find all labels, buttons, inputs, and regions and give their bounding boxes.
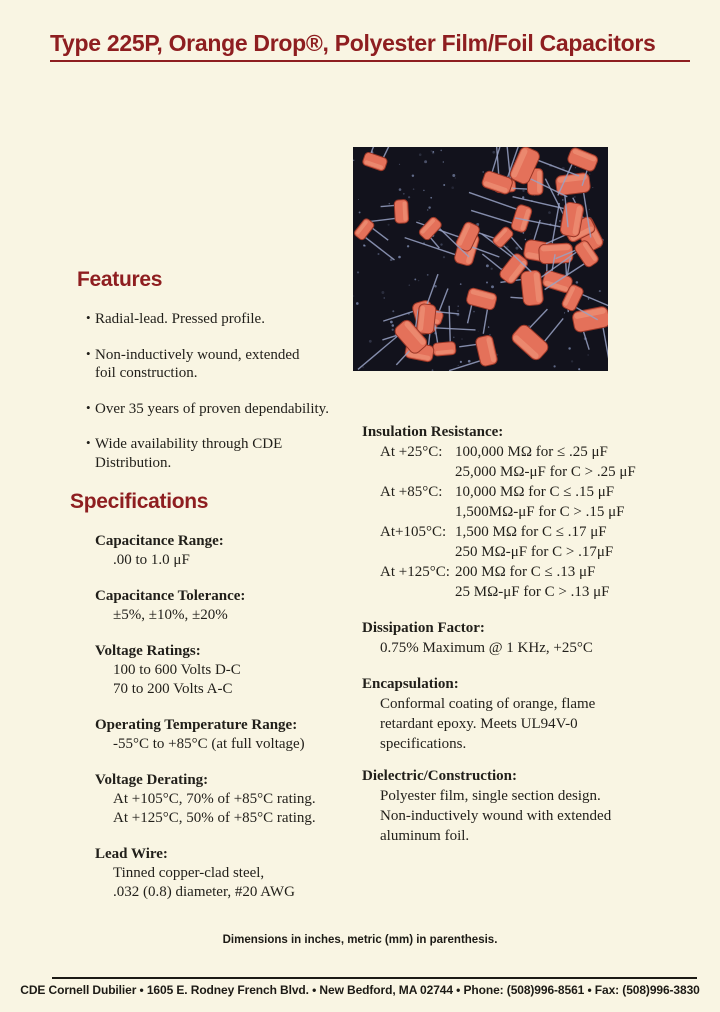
title-underline: [50, 60, 690, 62]
spec-value: At +125°C, 50% of +85°C rating.: [113, 810, 316, 826]
encapsulation-line: Conformal coating of orange, flame: [380, 696, 596, 712]
bullet-icon: •: [86, 310, 91, 325]
spec-item: [70, 532, 360, 570]
insulation-resistance-section: [362, 422, 692, 602]
insulation-row: [362, 522, 692, 562]
insulation-value: 25 MΩ-μF for C > .13 μF: [455, 584, 610, 600]
spec-label: Capacitance Range:: [95, 533, 224, 549]
spec-label: Voltage Ratings:: [95, 643, 201, 659]
feature-line: Distribution.: [95, 454, 172, 471]
feature-line: foil construction.: [95, 365, 198, 381]
feature-line: Wide availability through CDE: [95, 436, 283, 452]
bullet-icon: •: [86, 399, 91, 415]
insulation-values: [455, 562, 692, 602]
feature-item: [77, 400, 345, 419]
dielectric-line: Polyester film, single section design.: [380, 788, 601, 804]
dissipation-factor-section: [362, 618, 692, 658]
encapsulation-heading: Encapsulation:: [362, 676, 459, 692]
dielectric-line: Non-inductively wound with extended: [380, 808, 612, 824]
features-heading: Features: [77, 268, 163, 291]
spec-label: Capacitance Tolerance:: [95, 588, 246, 604]
insulation-value: 100,000 MΩ for ≤ .25 μF: [455, 444, 608, 460]
bullet-icon: •: [86, 435, 91, 450]
dielectric-section: [362, 766, 692, 846]
insulation-heading: Insulation Resistance:: [362, 424, 504, 440]
insulation-label: At+105°C:: [380, 524, 447, 540]
spec-value: ±5%, ±10%, ±20%: [113, 607, 228, 623]
feature-line: Non-inductively wound, extended: [95, 346, 300, 363]
spec-item: [70, 642, 360, 699]
insulation-value: 1,500 MΩ for C ≤ .17 μF: [455, 524, 607, 540]
feature-item: [77, 310, 345, 329]
feature-line: Radial-lead. Pressed profile.: [95, 311, 265, 327]
spec-label: Voltage Derating:: [95, 772, 209, 788]
bullet-icon: •: [86, 345, 91, 361]
spec-item: [70, 771, 360, 828]
spec-item: [70, 845, 360, 902]
capacitors-photo: [353, 147, 608, 371]
feature-item: [77, 346, 345, 383]
dielectric-line: aluminum foil.: [380, 828, 470, 844]
dissipation-heading: Dissipation Factor:: [362, 620, 485, 636]
specifications-heading: Specifications: [70, 490, 209, 513]
insulation-value: 25,000 MΩ-μF for C > .25 μF: [455, 464, 636, 480]
insulation-values: [455, 522, 692, 562]
insulation-row: [362, 482, 692, 522]
insulation-value: 250 MΩ-μF for C > .17μF: [455, 544, 614, 560]
spec-item: [70, 716, 360, 754]
feature-item: [77, 435, 345, 472]
spec-value: 100 to 600 Volts D-C: [113, 662, 241, 678]
footer-contact-line: CDE Cornell Dubilier • 1605 E. Rodney French Blvd. • New Bedford, MA 02744 • Phone: (508)996-8561 • Fax: (508)996-3830: [20, 983, 700, 997]
specifications-section: [70, 490, 360, 919]
insulation-values: [455, 442, 692, 482]
insulation-value: 10,000 MΩ for C ≤ .15 μF: [455, 484, 615, 500]
insulation-label: At +25°C:: [380, 444, 443, 460]
spec-value: At +105°C, 70% of +85°C rating.: [113, 791, 316, 807]
spec-item: [70, 587, 360, 625]
electrical-specs-column: [362, 422, 692, 862]
spec-value: .032 (0.8) diameter, #20 AWG: [113, 884, 295, 900]
feature-line: Over 35 years of proven dependability.: [95, 400, 329, 417]
insulation-label: At +85°C:: [380, 484, 443, 500]
spec-value: .00 to 1.0 μF: [113, 552, 190, 568]
page-title: Type 225P, Orange Drop®, Polyester Film/Foil Capacitors: [50, 30, 656, 56]
dimensions-note: Dimensions in inches, metric (mm) in parenthesis.: [222, 934, 498, 946]
spec-value: -55°C to +85°C (at full voltage): [113, 736, 305, 752]
dielectric-heading: Dielectric/Construction:: [362, 768, 517, 784]
insulation-row: [362, 562, 692, 602]
spec-value: 70 to 200 Volts A-C: [113, 681, 233, 697]
insulation-value: 200 MΩ for C ≤ .13 μF: [455, 564, 596, 580]
encapsulation-line: specifications.: [380, 736, 467, 752]
insulation-value: 1,500MΩ-μF for C > .15 μF: [455, 504, 625, 520]
encapsulation-line: retardant epoxy. Meets UL94V-0: [380, 716, 578, 732]
dissipation-value: 0.75% Maximum @ 1 KHz, +25°C: [380, 640, 593, 656]
features-section: [77, 268, 345, 489]
spec-value: Tinned copper-clad steel,: [113, 865, 265, 881]
insulation-row: [362, 442, 692, 482]
insulation-values: [455, 482, 692, 522]
spec-label: Operating Temperature Range:: [95, 717, 298, 733]
encapsulation-section: [362, 674, 692, 754]
footer-rule: [52, 977, 697, 979]
spec-label: Lead Wire:: [95, 846, 168, 862]
insulation-label: At +125°C:: [380, 564, 450, 580]
